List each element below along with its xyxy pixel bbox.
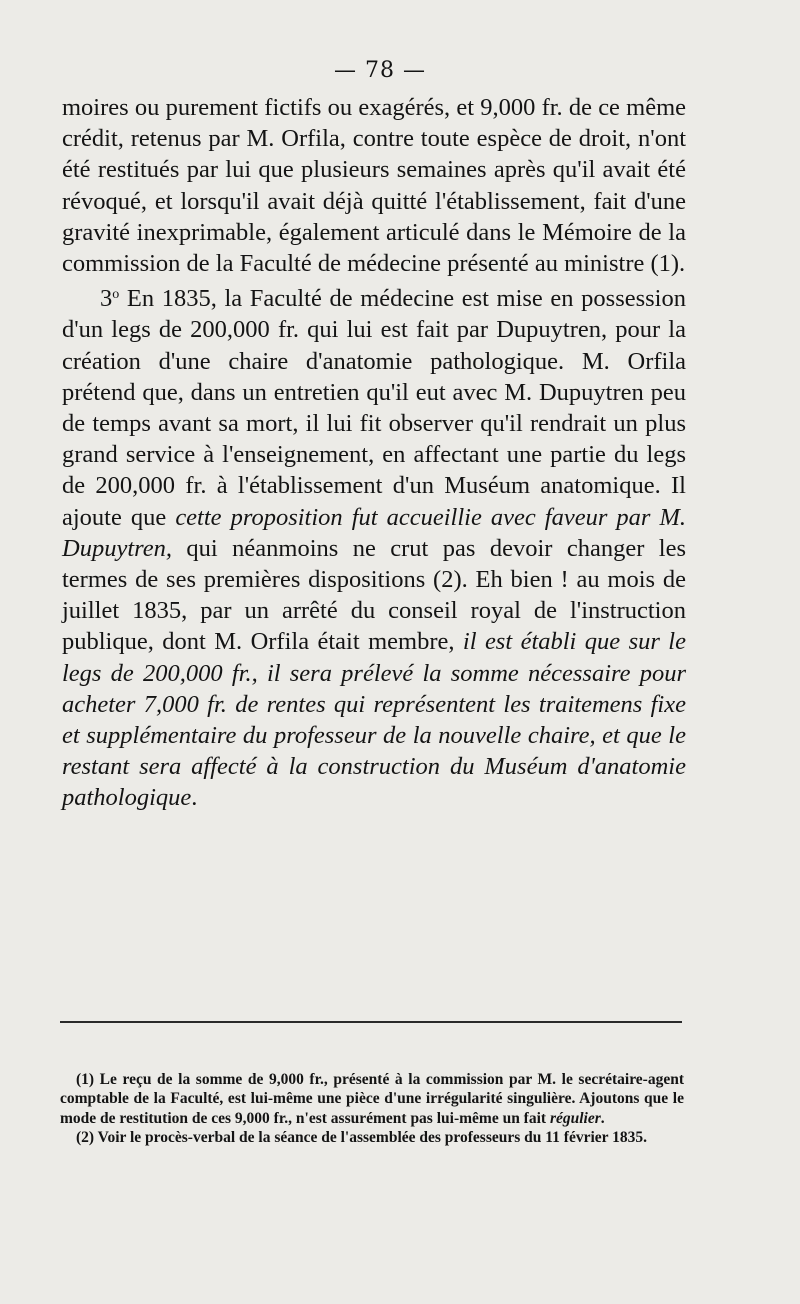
footnote-1-end: . — [600, 1109, 605, 1127]
paragraph-2-text-b: qui néanmoins ne crut pas devoir changer les termes de ses premières dispositions (2). Eh bien ! au mois de juillet 1835, par un arrêté du conseil royal de l'instruction publique, dont M. Orfila était membre, — [62, 534, 686, 656]
page-number: — 78 — — [334, 58, 426, 83]
paragraph-1: moires ou purement fictifs ou exagérés, et 9,000 fr. de ce même crédit, retenus par M. Orfila, contre toute espèce de droit, n'ont été restitués par lui que plusieurs semaines après qu'il avait été révoqué, et lorsqu'il avait déjà quitté l'établissement, fait d'une gravité inexprimable, également articulé dans le Mémoire de la commission de la Faculté de médecine présenté au ministre (1). — [62, 94, 686, 278]
footnote-1 — [60, 1070, 684, 1128]
paragraph-2-italic-a: cette proposition fut accueillie avec faveur par M. Dupuytren, — [62, 503, 686, 562]
paragraph-2-number-sup: o — [112, 287, 120, 303]
paragraph-2-italic-b: il est établi que sur le legs de 200,000 fr., il sera prélevé la somme nécessaire pour acheter 7,000 fr. de rentes qui représentent les traitemens fixe et supplémentaire du professeur de la nouvelle chaire, et que le restant sera affecté à la construction du Muséum d'anatomie pathologique — [62, 628, 686, 812]
footnote-2: (2) Voir le procès-verbal de la séance de l'assemblée des professeurs du 11 février 1835. — [76, 1128, 648, 1146]
footnote-divider — [60, 1021, 682, 1023]
paragraph-2-end: . — [191, 784, 198, 812]
footnotes — [60, 1070, 684, 1147]
main-text — [62, 92, 686, 814]
paragraph-2-text-a: En 1835, la Faculté de médecine est mise en possession d'un legs de 200,000 fr. qui lui est fait par Dupuytren, pour la création d'une chaire d'anatomie pathologique. M. Orfila prétend que, dans un entretien qu'il eut avec M. Dupuytren peu de temps avant sa mort, il lui fit observer qu'il rendrait un plus grand service à l'enseignement, en affectant une partie du legs de 200,000 fr. à l'établissement d'un Muséum anatomique. Il ajoute que — [62, 285, 686, 531]
footnote-1-text: (1) Le reçu de la somme de 9,000 fr., présenté à la commission par M. le secrétaire-agent comptable de la Faculté, est lui-même une pièce d'une irrégularité singulière. Ajoutons que le mode de restitution de ces 9,000 fr., n'est assurément pas lui-même un fait — [60, 1071, 684, 1127]
footnote-1-italic: régulier — [549, 1109, 601, 1127]
paragraph-2 — [62, 279, 686, 813]
paragraph-2-number: 3 — [100, 285, 113, 313]
